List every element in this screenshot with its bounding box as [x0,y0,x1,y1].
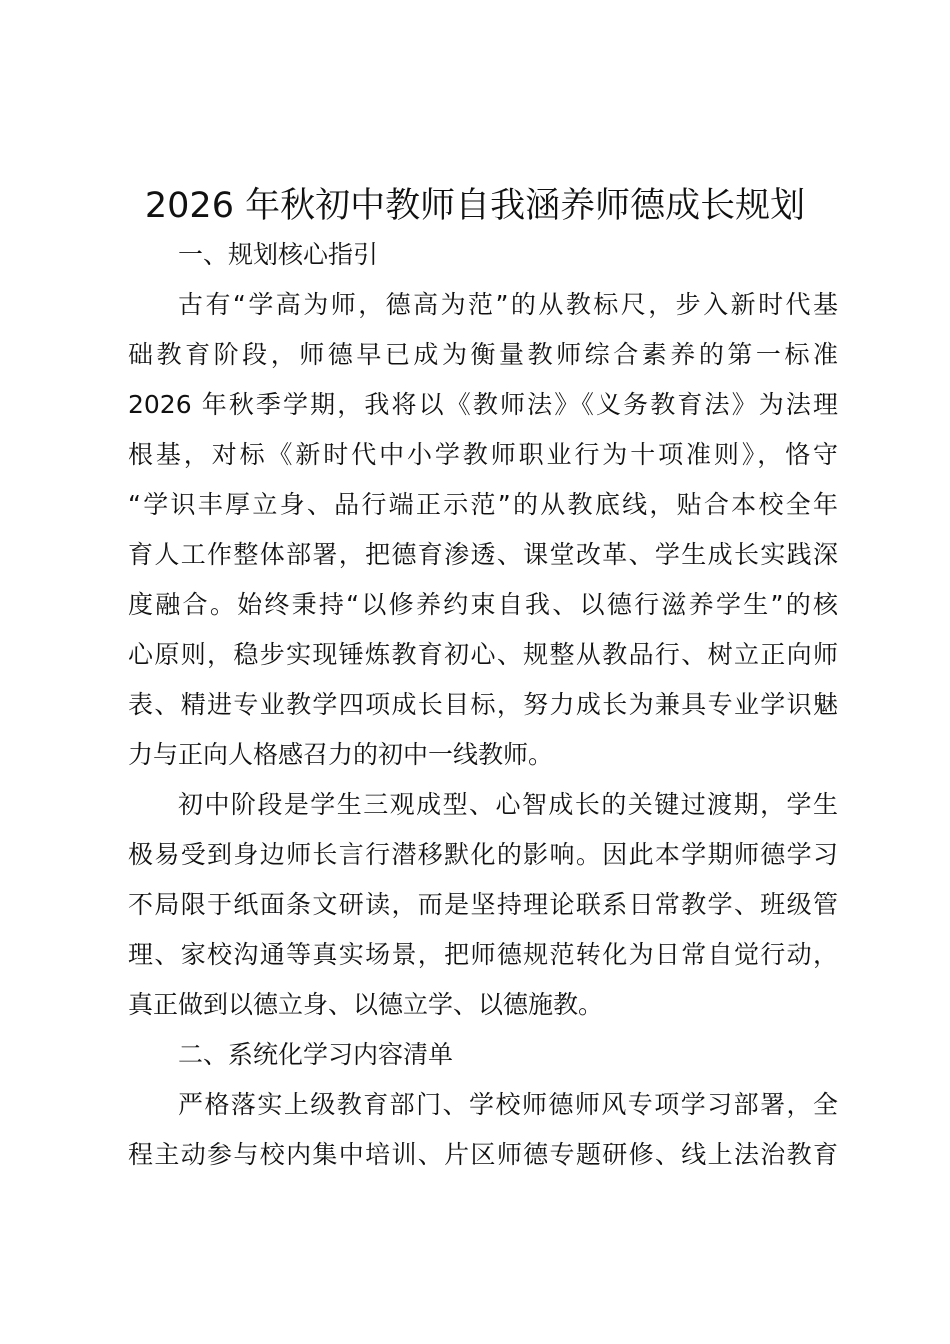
paragraph-line: 不局限于纸面条文研读，而是坚持理论联系日常教学、班级管 [128,890,838,919]
paragraph-line: “学识丰厚立身、品行端正示范”的从教底线，贴合本校全年 [128,490,838,519]
paragraph-line: 2026 年秋季学期，我将以《教师法》《义务教育法》为法理 [128,390,838,419]
paragraph-line: 初中阶段是学生三观成型、心智成长的关键过渡期，学生 [178,790,838,819]
paragraph-line: 度融合。始终秉持“以修养约束自我、以德行滋养学生”的核 [128,590,838,619]
paragraph-line: 真正做到以德立身、以德立学、以德施教。 [128,990,604,1019]
paragraph-line: 育人工作整体部署，把德育渗透、课堂改革、学生成长实践深 [128,540,838,569]
paragraph-line: 根基，对标《新时代中小学教师职业行为十项准则》，恪守 [128,440,838,469]
paragraph-line: 心原则，稳步实现锤炼教育初心、规整从教品行、树立正向师 [128,640,838,669]
paragraph-line: 程主动参与校内集中培训、片区师德专题研修、线上法治教育 [128,1140,838,1169]
paragraph-line: 极易受到身边师长言行潜移默化的影响。因此本学期师德学习 [128,840,838,869]
section-heading-2: 二、系统化学习内容清单 [178,1040,454,1069]
paragraph-line: 础教育阶段，师德早已成为衡量教师综合素养的第一标准 [128,340,838,369]
paragraph-line: 严格落实上级教育部门、学校师德师风专项学习部署，全 [178,1090,838,1119]
paragraph-2 [128,780,838,1030]
paragraph-line: 表、精进专业教学四项成长目标，努力成长为兼具专业学识魅 [128,690,838,719]
document-body [128,230,838,1180]
paragraph-line: 力与正向人格感召力的初中一线教师。 [128,740,554,769]
paragraph-3 [128,1080,838,1180]
paragraph-line: 古有“学高为师，德高为范”的从教标尺，步入新时代基 [178,290,838,319]
paragraph-1 [128,280,838,780]
paragraph-line: 理、家校沟通等真实场景，把师德规范转化为日常自觉行动， [128,940,838,969]
section-heading-1: 一、规划核心指引 [178,240,379,269]
document-title: 2026 年秋初中教师自我涵养师德成长规划 [144,186,806,226]
